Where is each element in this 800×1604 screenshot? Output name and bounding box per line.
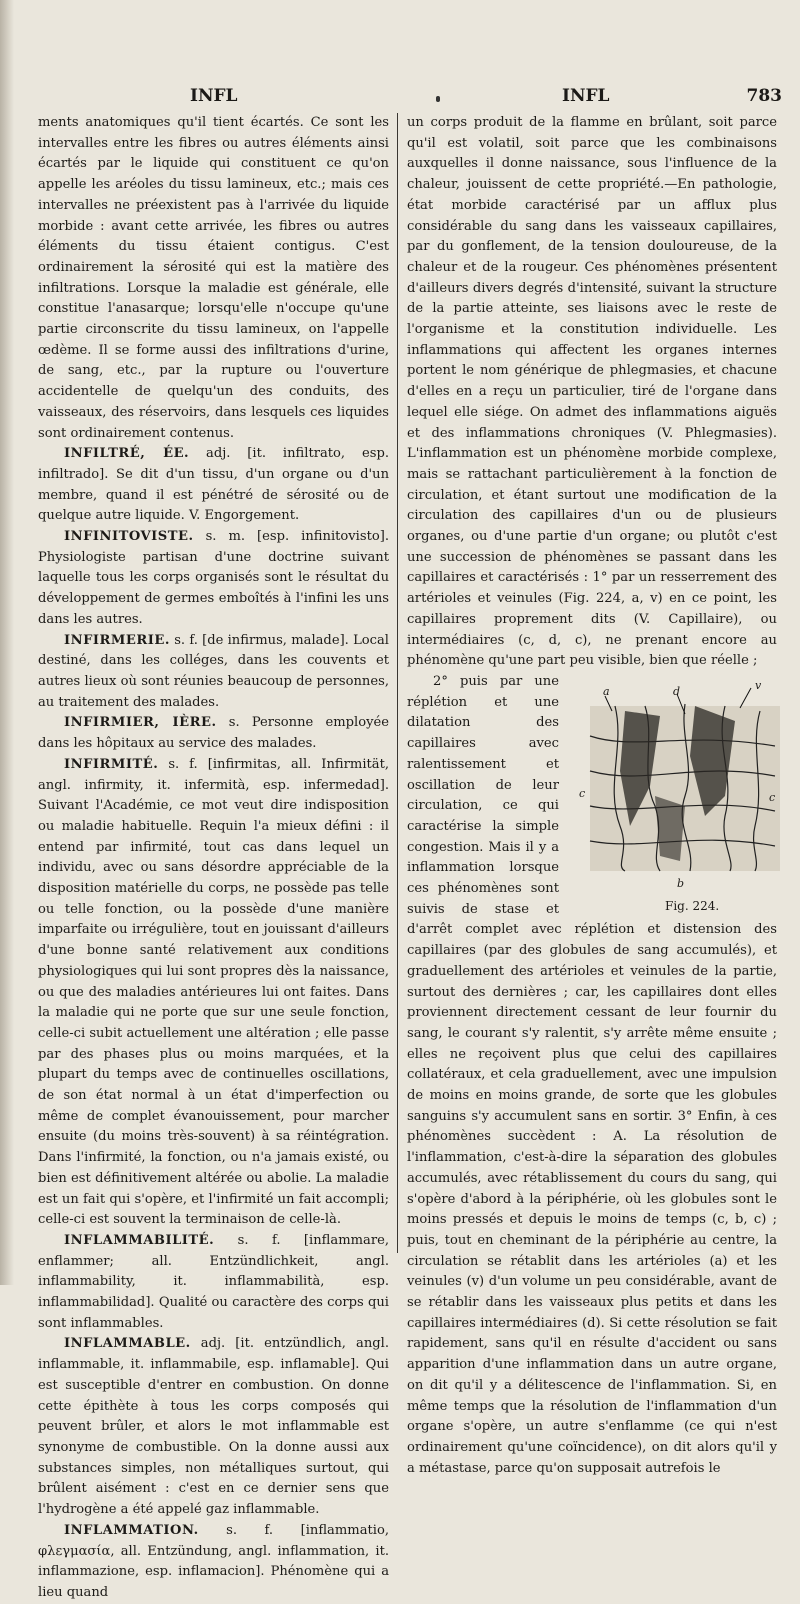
figure-caption: Fig. 224. [665,898,720,913]
headword: INFIRMERIE. [64,632,170,648]
entry-inflammable [38,1334,389,1520]
entry-continuation: ments anatomiques qu'il tient écartés. Ce sont les intervalles entre les fibres ou autres éléments ainsi écartés par le liquide qui constituent ce qu'on appelle les aréoles du tissu lamineux, etc.; mais ces intervalles ne préexistent pas à l'arrivée du liquide morbide : avant cette arrivée, les fibres ou autres éléments du tissu étaient contigus. C'est ordinairement la sérosité qui est la matière des infiltrations. Lorsque la maladie est générale, elle constitue l'anasarque; lorsqu'elle n'occupe qu'une partie circonscrite du tissu lamineux, on l'appelle œdème. Il se forme aussi des infiltrations d'urine, de sang, etc., par la rupture ou l'ouverture accidentelle de quelqu'un des conduits, des vaisseaux, des réservoirs, dans lesquels ces liquides sont ordinairement contenus. [38,115,389,441]
headword: INFIRMITÉ. [64,756,159,772]
figure-label-d: d [673,684,681,698]
entry-continuation-2: 2° puis par une réplétion et une dilatation des capillaires avec ralentissement et oscillation de leur circulation, ce qui caractérise la simple congestion. Mais il y a inflammation lorsque ces phénomènes sont suivis de stase et d'arrêt complet avec réplétion et distension des capillaires (par des globules de sang accumulés), et graduellement des artérioles et veinules de la partie, surtout des dernières ; car, les capillaires dont elles proviennent directement cessant de leur fournir du sang, le courant s'y ralentit, s'y arrête même ensuite ; elles ne reçoivent plus que celui des capillaires collatéraux, et cela graduellement, avec une impulsion de moins en moins grande, de sorte que les globules sanguins s'y accumulent sans en sortir. 3° Enfin, à ces phénomènes succèdent : A. La résolution de l'inflammation, c'est-à-dire la séparation des globules accumulés, avec rétablissement du cours du sang, qui s'opère d'abord à la périphérie, où les globules sont le moins pressés et depuis le moins de temps (c, b, c) ; puis, tout en cheminant de la périphérie au centre, la circulation se rétablit dans les artérioles (a) et les veinules (v) d'un volume un peu considérable, avant de se rétablir dans les vaisseaux plus petits et dans les capillaires intermédiaires (d). Si cette résolution se fait rapidement, sans qu'il en résulte d'accident ou sans apparition d'une inflammation dans un autre organe, on dit qu'il y a délitescence de l'inflammation. Si, en même temps que la résolution de l'inflammation d'un organe s'opère, un autre s'enflamme (ce qui n'est ordinairement qu'une coïncidence), on dit alors qu'il y a métastase, parce qu'on supposait autrefois le [407,673,777,1476]
ornament-dot [436,96,440,102]
entry-continuation: un corps produit de la flamme en brûlant, soit parce qu'il est volatil, soit parce que les combinaisons auxquelles il donne naissance, sous l'influence de la chaleur, jouissent de cette propriété.—En pathologie, état morbide caractérisé par un afflux plus considérable du sang dans les vaisseaux capillaires, par du gonflement, de la tension douloureuse, de la chaleur et de la rougeur. Ces phénomènes présentent d'ailleurs divers degrés d'intensité, suivant la structure de la partie atteinte, ses liaisons avec le reste de l'organisme et la constitution individuelle. Les inflammations qui affectent les organes internes portent le nom générique de phlegmasies, et chacune d'elles en a reçu un particulier, tiré de l'organe dans lequel elle siége. On admet des inflammations aiguës et des inflammations chroniques (V. Phlegmasies). L'inflammation est un phénomène morbide complexe, mais se rattachant particulièrement à la fonction de circulation, et étant surtout une modification de la circulation des capillaires d'un ou de plusieurs organes, ou d'une partie d'un organe; ou plutôt c'est une succession de phénomènes se passant dans les capillaires et caractérisés : 1° par un resserrement des artérioles et veinules (Fig. 224, a, v) en ce point, les capillaires proprement dits (V. Capillaire), ou intermédiaires (c, d, c), ne prenant encore au phénomène qu'une part peu visible, bien que réelle ; [407,115,777,669]
entry-inflammabilite [38,1231,389,1335]
definition: s. f. [inflammare, enflammer; all. Entzündlichkeit, angl. inflammability, it. inflammabilità, esp. inflammabilidad]. Qualité ou caractère des corps qui sont inflammables. [38,1232,390,1331]
running-head-right: INFL [562,86,610,106]
figure-label-c-right: c [769,790,776,804]
figure-label-v: v [755,678,762,692]
figure-224 [565,676,777,916]
figure-label-c-left: c [579,786,586,800]
entry-infirmier [38,713,389,754]
headword: INFLAMMATION. [64,1522,199,1538]
definition: s. f. [inflammatio, φλεγμασία, all. Entzündung, angl. inflammation, it. inflammazione, esp. inflamacion]. Phénomène qui a lieu quand [38,1522,389,1600]
binding-shadow [0,0,14,1285]
headword: INFLAMMABILITÉ. [64,1232,215,1248]
page-number: 783 [746,86,782,106]
definition: s. f. [infirmitas, all. Infirmität, angl. infirmity, it. infermità, esp. infermedad]. Suivant l'Académie, ce mot veut dire indisposition ou maladie habituelle. Requin l'a mieux défini : il entend par infirmité, tout cas dans lequel un individu, avec ou sans désordre appréciable de la disposition matérielle du corps, ne possède pas telle ou telle fonction, ou la possède d'une manière imparfaite ou irrégulière, tout en jouissant d'ailleurs d'une bonne santé relativement aux conditions physiologiques qui lui sont propres dès la naissance, ou que des maladies antérieures lui ont faites. Dans la maladie qui ne porte que sur une seule fonction, celle-ci subit actuellement une altération ; elle passe par des phases plus ou moins marquées, et la plupart du temps avec de continuelles oscillations, de son état normal à un état d'imperfection ou même de complet évanouissement, pour marcher ensuite (du moins très-souvent) à sa réintégration. Dans l'infirmité, la fonction, ou n'a jamais existé, ou bien est définitivement altérée ou abolie. La maladie est un fait qui s'opère, et l'infirmité un fait accompli; celle-ci est souvent la terminaison de celle-là. [38,756,389,1228]
left-column [38,113,390,1600]
column-rule [397,113,398,1253]
definition: adj. [it. entzündlich, angl. inflammable, it. inflammabile, esp. inflamable]. Qui est susceptible d'entrer en combustion. On donne cette épithète à tous les corps composés qui peuvent brûler, et alors le mot inflammable est synonyme de combustible. On la donne aussi aux substances simples, non métalliques surtout, qui brûlent aisément : c'est en ce dernier sens que l'hydrogène a été appelé gaz inflammable. [38,1336,389,1518]
running-head-left: INFL [190,86,238,106]
entry-infiltre [38,444,389,527]
definition: s. m. [esp. infinitovisto]. Physiologiste partisan d'une doctrine suivant laquelle tous les corps organisés sont le résultat du développement de germes emboîtés à l'infini les uns dans les autres. [38,529,390,627]
headword: INFIRMIER, IÈRE. [64,715,217,731]
entry-infirmerie [38,631,389,714]
figure-label-a: a [603,684,610,698]
headword: INFINITOVISTE. [64,529,194,545]
entry-inflammation [38,1521,389,1604]
headword: INFLAMMABLE. [64,1336,191,1352]
entry-infirmite [38,755,389,1231]
headword: INFILTRÉ, ÉE. [64,446,190,462]
capillary-illustration [565,676,777,891]
definition: adj. [it. infiltrato, esp. infiltrado]. Se dit d'un tissu, d'un organe ou d'un membre, quand il est pénétré de sérosité ou de quelque autre liquide. V. Engorgement. [38,446,389,524]
figure-label-b: b [677,876,685,890]
definition: s. Personne employée dans les hôpitaux au service des malades. [38,715,389,752]
right-column [407,113,777,1476]
entry-infinitoviste [38,527,389,631]
definition: s. f. [de infirmus, malade]. Local destiné, dans les colléges, dans les couvents et autres lieux où sont réunies beaucoup de personnes, au traitement des malades. [38,632,389,710]
